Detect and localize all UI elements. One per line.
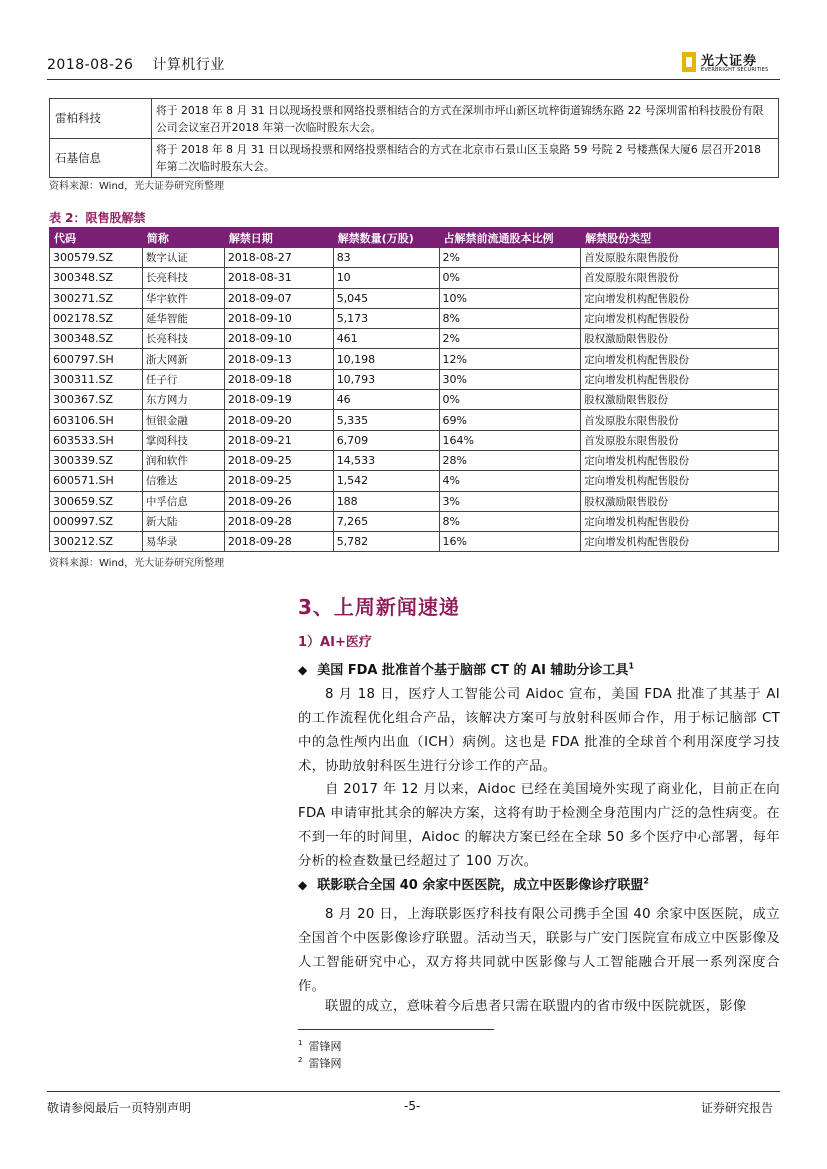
cell-qty: 10,198	[333, 349, 439, 369]
cell-name: 浙大网新	[142, 349, 224, 369]
news-headline-1	[298, 659, 634, 678]
cell-code: 300579.SZ	[50, 248, 143, 268]
cell-type: 股权激励限售股份	[581, 491, 779, 511]
industry-name: 计算机行业	[152, 57, 225, 73]
footer-disclaimer: 敬请参阅最后一页特别声明	[47, 1101, 192, 1115]
cell-qty: 10	[333, 268, 439, 288]
cell-name: 中孚信息	[142, 491, 224, 511]
diamond-bullet-icon: ◆	[298, 878, 308, 892]
cell-date: 2018-09-21	[224, 430, 333, 450]
table-row	[50, 99, 779, 139]
cell-code: 600571.SH	[50, 471, 143, 491]
footnote	[298, 1055, 341, 1071]
cell-type: 定向增发机构配售股份	[581, 450, 779, 470]
logo-mark-icon	[682, 52, 696, 72]
footnote-text: 雷锋网	[308, 1040, 342, 1053]
cell-ratio: 28%	[439, 450, 581, 470]
cell-ratio: 8%	[439, 511, 581, 531]
cell-qty: 5,045	[333, 288, 439, 308]
cell-ratio: 3%	[439, 491, 581, 511]
meeting-desc: 将于 2018 年 8 月 31 日以现场投票和网络投票相结合的方式在北京市石景山区玉泉路 59 号院 2 号楼燕保大厦6 层召开2018 年第二次临时股东大会。	[152, 139, 779, 178]
table-row	[50, 308, 779, 328]
table-row	[50, 450, 779, 470]
cell-code: 300212.SZ	[50, 532, 143, 552]
cell-code: 300348.SZ	[50, 329, 143, 349]
cell-name: 数字认证	[142, 248, 224, 268]
col-header-code: 代码	[50, 228, 143, 248]
cell-code: 300311.SZ	[50, 369, 143, 389]
footnote-text: 雷锋网	[308, 1057, 342, 1070]
table-row	[50, 532, 779, 552]
report-date: 2018-08-26	[47, 57, 134, 73]
cell-qty: 461	[333, 329, 439, 349]
footer-report-type: 证券研究报告	[701, 1101, 774, 1115]
table-row	[50, 248, 779, 268]
cell-date: 2018-09-10	[224, 308, 333, 328]
cell-name: 掌阅科技	[142, 430, 224, 450]
meeting-desc: 将于 2018 年 8 月 31 日以现场投票和网络投票相结合的方式在深圳市坪山新区坑梓街道锦绣东路 22 号深圳雷柏科技股份有限公司会议室召开2018 年第一次临时股东大会。	[152, 99, 779, 139]
section-title: 3、上周新闻速递	[298, 595, 460, 619]
cell-date: 2018-09-25	[224, 450, 333, 470]
source-note-1: 资料来源：Wind，光大证券研究所整理	[49, 181, 225, 192]
cell-type: 首发原股东限售股份	[581, 430, 779, 450]
cell-qty: 14,533	[333, 450, 439, 470]
news-paragraph: 自 2017 年 12 月以来，Aidoc 已经在美国境外实现了商业化，目前正在向 FDA 申请审批其余的解决方案，这将有助于检测全身范围内广泛的急性病变。在不到一年的时间里，Aidoc 的解决方案已经在全球 50 多个医疗中心部署，每年分析的检查数量已经超过了 100 万次。	[298, 782, 780, 869]
cell-date: 2018-08-31	[224, 268, 333, 288]
cell-date: 2018-09-26	[224, 491, 333, 511]
cell-code: 300271.SZ	[50, 288, 143, 308]
cell-date: 2018-09-18	[224, 369, 333, 389]
cell-type: 股权激励限售股份	[581, 390, 779, 410]
page-number: -5-	[404, 1099, 421, 1113]
table-row	[50, 410, 779, 430]
footnote-ref: 2	[643, 876, 649, 886]
cell-ratio: 69%	[439, 410, 581, 430]
cell-ratio: 0%	[439, 268, 581, 288]
footnote-num: 2	[298, 1056, 303, 1065]
cell-ratio: 10%	[439, 288, 581, 308]
table-row	[50, 491, 779, 511]
cell-date: 2018-09-20	[224, 410, 333, 430]
meeting-company: 石基信息	[50, 139, 152, 178]
lockup-expiry-table	[49, 227, 779, 552]
table-row	[50, 471, 779, 491]
cell-date: 2018-09-10	[224, 329, 333, 349]
table-row	[50, 139, 779, 178]
news-paragraph: 联盟的成立，意味着今后患者只需在联盟内的省市级中医院就医，影像	[325, 999, 747, 1014]
table-row	[50, 430, 779, 450]
cell-name: 恒银金融	[142, 410, 224, 430]
cell-ratio: 8%	[439, 308, 581, 328]
meetings-table	[49, 98, 779, 178]
cell-type: 首发原股东限售股份	[581, 410, 779, 430]
cell-qty: 83	[333, 248, 439, 268]
logo-cn-text: 光大证券	[701, 54, 758, 69]
source-note-2: 资料来源：Wind，光大证券研究所整理	[49, 558, 225, 569]
col-header-type: 解禁股份类型	[581, 228, 779, 248]
cell-name: 信雅达	[142, 471, 224, 491]
cell-ratio: 0%	[439, 390, 581, 410]
table-row	[50, 349, 779, 369]
cell-qty: 5,782	[333, 532, 439, 552]
table-row	[50, 390, 779, 410]
table-row	[50, 288, 779, 308]
cell-ratio: 12%	[439, 349, 581, 369]
cell-type: 定向增发机构配售股份	[581, 369, 779, 389]
col-header-ratio: 占解禁前流通股本比例	[439, 228, 581, 248]
news-paragraph: 8 月 18 日，医疗人工智能公司 Aidoc 宣布，美国 FDA 批准了其基于 AI 的工作流程优化组合产品，该解决方案可与放射科医师合作，用于标记脑部 CT 中的急性颅内出血（ICH）病例。这也是 FDA 批准的全球首个利用深度学习技术，协助放射科医生进行分诊工作的产品。	[298, 687, 780, 774]
cell-name: 易华录	[142, 532, 224, 552]
cell-type: 定向增发机构配售股份	[581, 511, 779, 531]
table-row	[50, 511, 779, 531]
cell-name: 华宇软件	[142, 288, 224, 308]
cell-code: 600797.SH	[50, 349, 143, 369]
col-header-qty: 解禁数量(万股)	[333, 228, 439, 248]
headline-text: 联影联合全国 40 余家中医医院，成立中医影像诊疗联盟	[317, 878, 644, 893]
cell-type: 首发原股东限售股份	[581, 248, 779, 268]
cell-qty: 7,265	[333, 511, 439, 531]
table-row	[50, 268, 779, 288]
cell-code: 300339.SZ	[50, 450, 143, 470]
cell-date: 2018-09-07	[224, 288, 333, 308]
headline-text: 美国 FDA 批准首个基于脑部 CT 的 AI 辅助分诊工具	[317, 663, 629, 678]
cell-code: 300659.SZ	[50, 491, 143, 511]
subsection-title: 1）AI+医疗	[298, 635, 372, 650]
cell-name: 长亮科技	[142, 329, 224, 349]
footnote-ref: 1	[628, 661, 635, 671]
table-header-row	[50, 228, 779, 248]
cell-type: 股权激励限售股份	[581, 329, 779, 349]
cell-ratio: 4%	[439, 471, 581, 491]
cell-name: 任子行	[142, 369, 224, 389]
cell-name: 长亮科技	[142, 268, 224, 288]
cell-code: 300348.SZ	[50, 268, 143, 288]
cell-type: 定向增发机构配售股份	[581, 532, 779, 552]
cell-type: 定向增发机构配售股份	[581, 308, 779, 328]
cell-code: 300367.SZ	[50, 390, 143, 410]
cell-qty: 5,173	[333, 308, 439, 328]
cell-type: 定向增发机构配售股份	[581, 471, 779, 491]
cell-name: 东方网力	[142, 390, 224, 410]
cell-qty: 6,709	[333, 430, 439, 450]
cell-ratio: 164%	[439, 430, 581, 450]
news-headline-2	[298, 874, 649, 893]
col-header-date: 解禁日期	[224, 228, 333, 248]
cell-date: 2018-09-25	[224, 471, 333, 491]
cell-date: 2018-09-19	[224, 390, 333, 410]
cell-qty: 5,335	[333, 410, 439, 430]
news-paragraph: 8 月 20 日，上海联影医疗科技有限公司携手全国 40 余家中医医院，成立全国首个中医影像诊疗联盟。活动当天，联影与广安门医院宣布成立中医影像及人工智能研究中心，双方将共同就中医影像与人工智能融合开展一系列深度合作。	[298, 907, 780, 994]
header-left	[47, 54, 239, 74]
cell-date: 2018-09-13	[224, 349, 333, 369]
footnote	[298, 1038, 341, 1054]
cell-date: 2018-09-28	[224, 532, 333, 552]
cell-code: 000997.SZ	[50, 511, 143, 531]
cell-name: 润和软件	[142, 450, 224, 470]
cell-type: 首发原股东限售股份	[581, 268, 779, 288]
cell-ratio: 2%	[439, 248, 581, 268]
cell-qty: 10,793	[333, 369, 439, 389]
footnote-divider	[298, 1029, 494, 1030]
cell-code: 002178.SZ	[50, 308, 143, 328]
cell-ratio: 16%	[439, 532, 581, 552]
table2-title: 表 2：限售股解禁	[49, 211, 146, 225]
footer-divider	[47, 1091, 780, 1092]
table-row	[50, 329, 779, 349]
cell-ratio: 2%	[439, 329, 581, 349]
cell-date: 2018-08-27	[224, 248, 333, 268]
cell-name: 延华智能	[142, 308, 224, 328]
footnote-num: 1	[298, 1039, 303, 1048]
cell-code: 603106.SH	[50, 410, 143, 430]
cell-type: 定向增发机构配售股份	[581, 288, 779, 308]
diamond-bullet-icon: ◆	[298, 663, 308, 677]
meeting-company: 雷柏科技	[50, 99, 152, 139]
cell-date: 2018-09-28	[224, 511, 333, 531]
cell-ratio: 30%	[439, 369, 581, 389]
header-divider	[47, 79, 780, 80]
cell-name: 新大陆	[142, 511, 224, 531]
cell-type: 定向增发机构配售股份	[581, 349, 779, 369]
cell-code: 603533.SH	[50, 430, 143, 450]
col-header-name: 简称	[142, 228, 224, 248]
cell-qty: 1,542	[333, 471, 439, 491]
cell-qty: 188	[333, 491, 439, 511]
logo-en-text: EVERBRIGHT SECURITIES	[701, 67, 769, 73]
table-row	[50, 369, 779, 389]
company-logo	[682, 48, 782, 78]
cell-qty: 46	[333, 390, 439, 410]
